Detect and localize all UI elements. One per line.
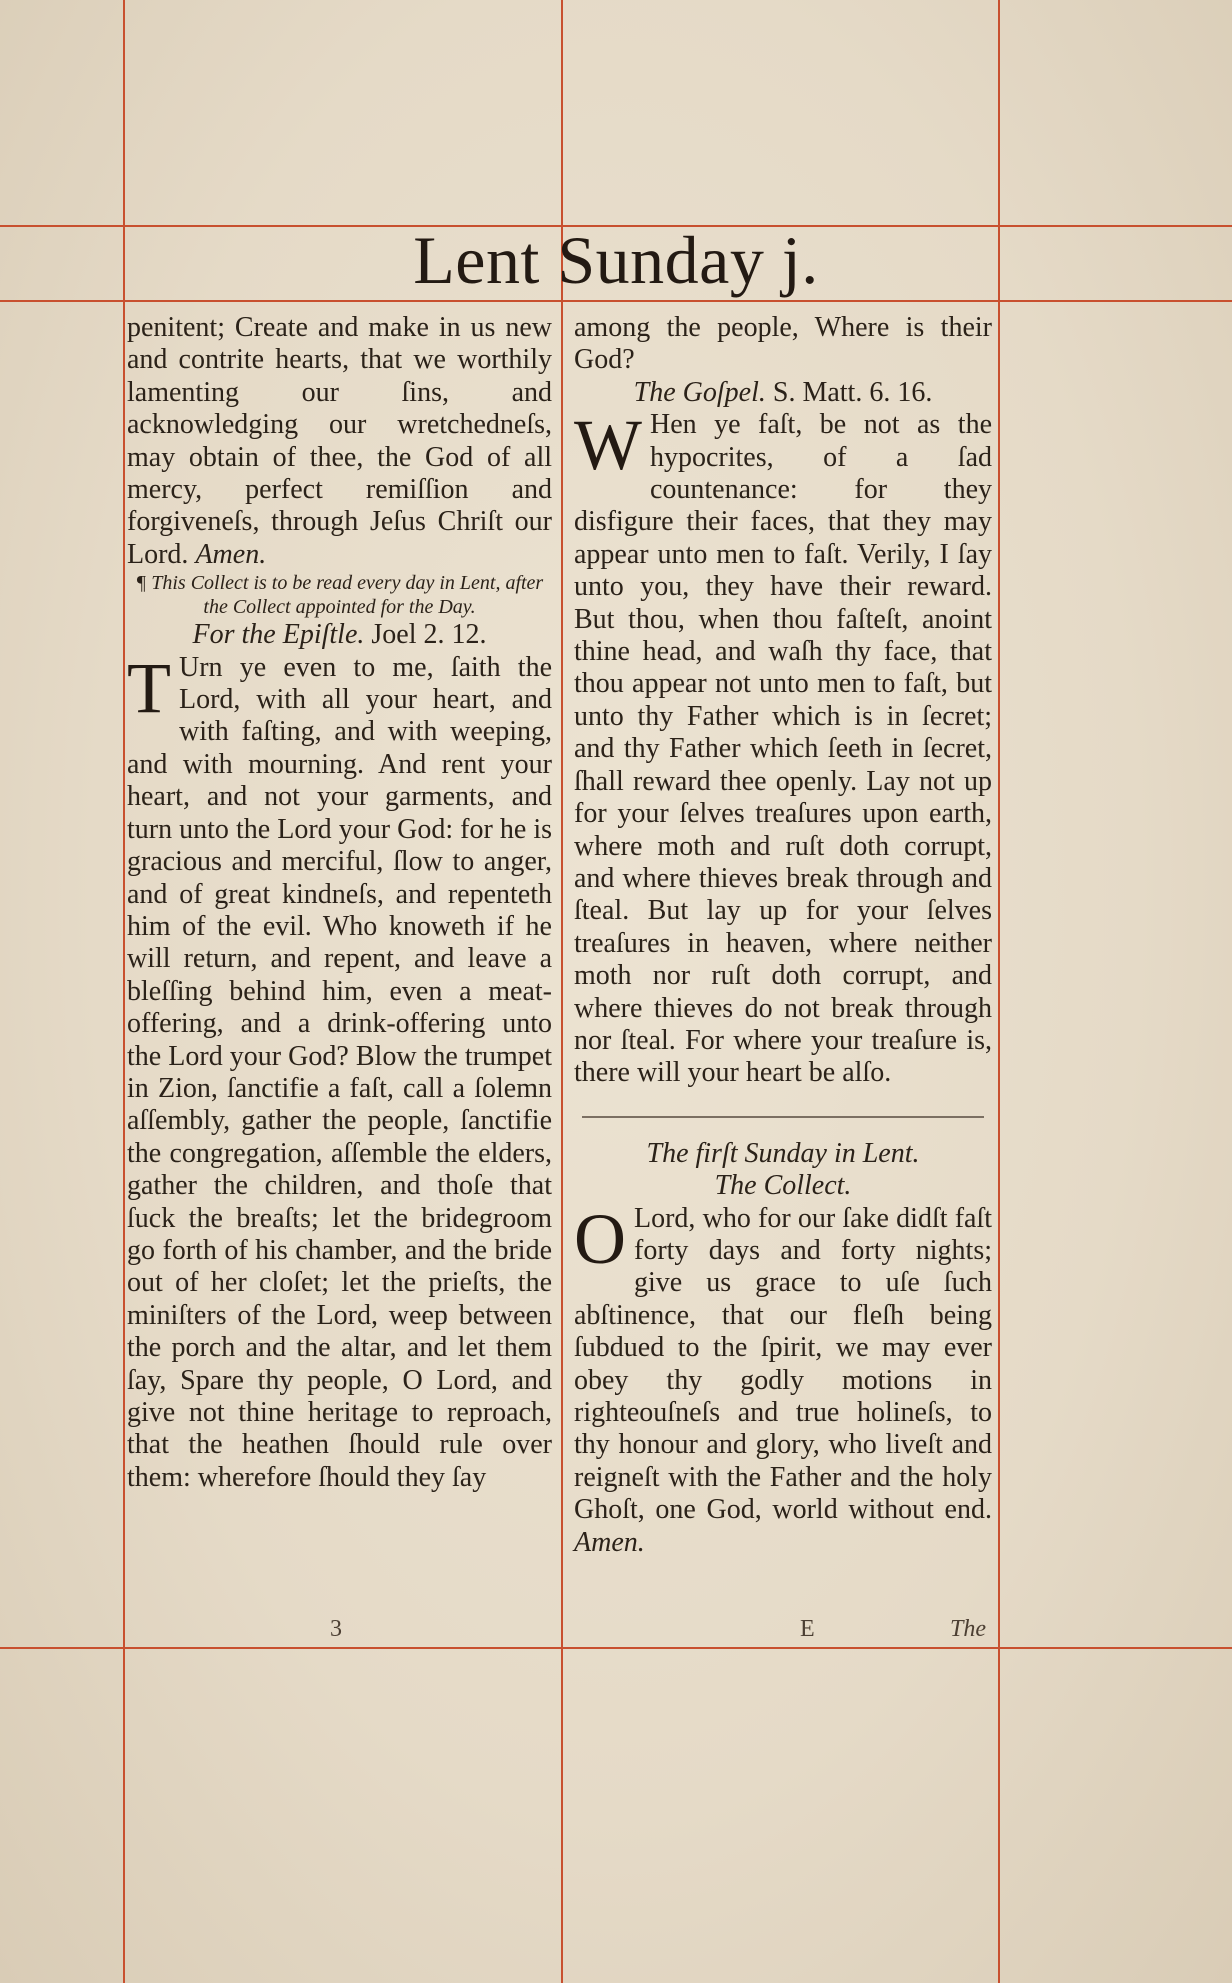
right-column	[574, 312, 992, 1559]
next-collect-text: Lord, who for our ſake didſt faſt forty days and forty nights; give us grace to uſe ſuch abſtinence, that our fleſh being ſubdued to the ſpirit, we may ever obey thy godly motions in righteouſneſs and true holineſs, to thy honour and glory, who liveſt and reigneſt with the Father and the holy Ghoſt, one God, world without end.	[574, 1202, 992, 1526]
section-divider	[582, 1116, 984, 1118]
gospel-heading: The Goſpel.	[633, 376, 766, 408]
catchword: The	[950, 1616, 986, 1642]
bottom-text-rule	[0, 1647, 1232, 1649]
signature-mark: E	[800, 1616, 815, 1642]
gospel-reference: S. Matt. 6. 16.	[772, 376, 933, 408]
next-collect-heading: The Collect.	[714, 1170, 852, 1202]
epistle-heading: For the Epiſtle.	[192, 619, 365, 651]
collect-amen: Amen.	[195, 538, 267, 570]
collect-drop-cap: O	[574, 1198, 626, 1279]
gospel-text: Hen ye faſt, be not as the hypocrites, of a ſad countenance: for they disfigure their faces, that they may appear unto men to faſt. Verily, I ſay unto you, they have their reward. But thou, when thou faſteſt, anoint thine head, and waſh thy face, that thou appear not unto men to faſt, but unto thy Father which is in ſecret; and thy Father which ſeeth in ſecret, ſhall reward thee openly. Lay not up for your ſelves treaſures upon earth, where moth and ruſt doth corrupt, and where thieves break through and ſteal. But lay up for your ſelves treaſures in heaven, where neither moth nor ruſt doth corrupt, and where thieves do not break through nor ſteal. For where your treaſure is, there will your heart be alſo.	[574, 409, 992, 1089]
gospel-drop-cap: W	[574, 405, 642, 486]
collect-end-text: penitent; Create and make in us new and contrite hearts, that we worthily lamenting our ſins, and acknowledging our wretchedneſs, may obtain of thee, the God of all mercy, perfect remiſſion and forgiveneſs, through Jeſus Chriſt our Lord.	[127, 312, 552, 570]
next-sunday-heading: The firſt Sunday in Lent.	[646, 1137, 920, 1169]
top-header-rule-lower	[0, 300, 1232, 302]
rubric-note: ¶ This Collect is to be read every day in Lent, after the Collect appointed for the Day.	[135, 572, 544, 619]
epistle-drop-cap: T	[127, 647, 171, 728]
epistle-reference: Joel 2. 12.	[371, 619, 487, 651]
next-collect-amen: Amen.	[574, 1526, 645, 1558]
epistle-end-text: among the people, Where is their God?	[574, 312, 992, 376]
page-number: 3	[330, 1616, 342, 1642]
page-title: Lent Sunday j.	[413, 222, 819, 298]
epistle-text: Urn ye even to me, ſaith the Lord, with all your heart, and with faſting, and with weeping, and with mourning. And rent your heart, and not your garments, and turn unto the Lord your God: for he is gracious and merciful, ſlow to anger, and of great kindneſs, and repenteth him of the evil. Who knoweth if he will return, and repent, and leave a bleſſing behind him, even a meat-offering, and a drink-offering unto the Lord your God? Blow the trumpet in Zion, ſanctifie a faſt, call a ſolemn aſſembly, gather the people, ſanctifie the congregation, aſſemble the elders, gather the children, and thoſe that ſuck the breaſts; let the bridegroom go forth of his chamber, and the bride out of her cloſet; let the prieſts, the miniſters of the Lord, weep between the porch and the altar, and let them ſay, Spare thy people, O Lord, and give not thine heritage to reproach, that the heathen ſhould rule over them: wherefore ſhould they ſay	[127, 651, 552, 1493]
left-column	[127, 312, 552, 1494]
